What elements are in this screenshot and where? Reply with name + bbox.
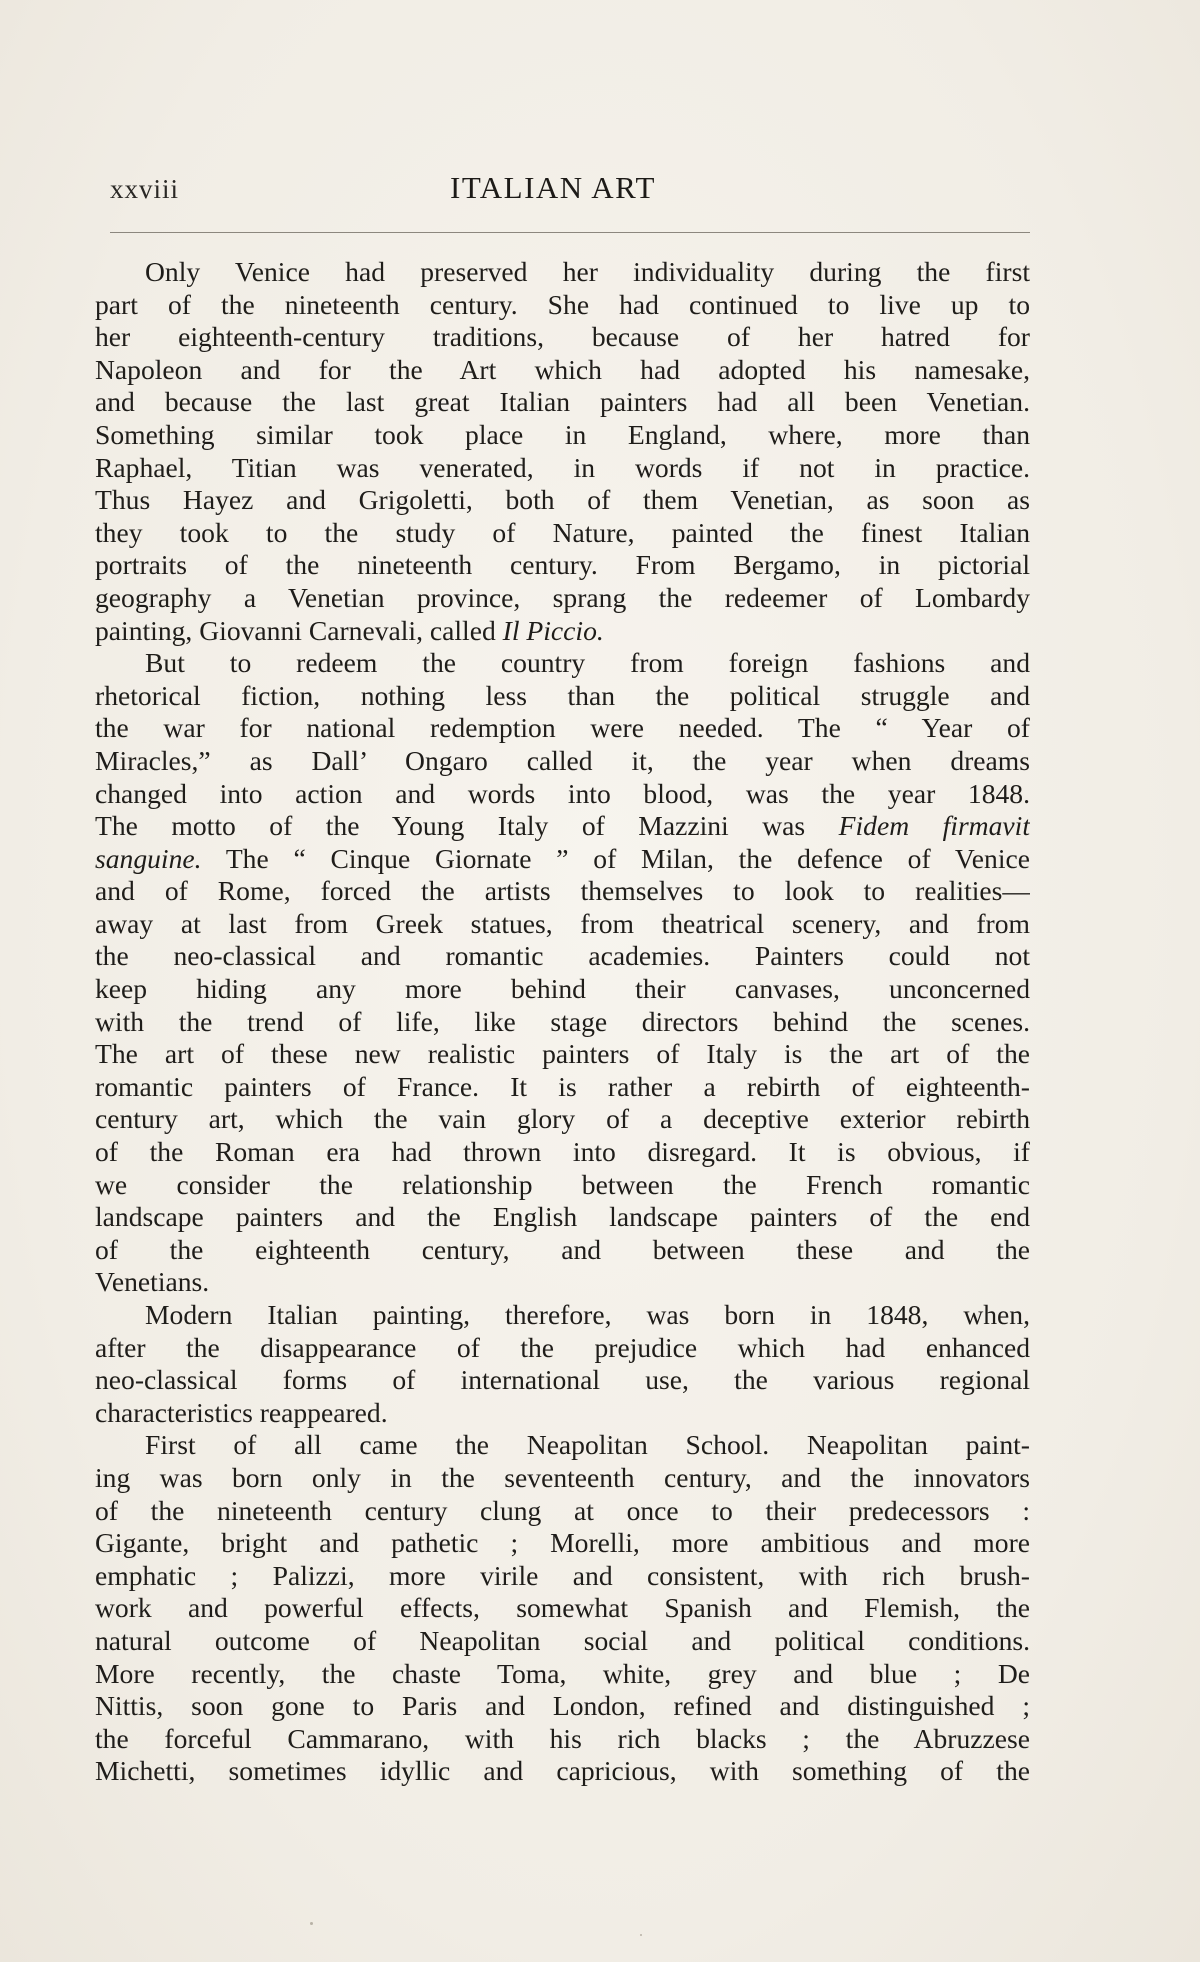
text-line [95,1625,1030,1658]
line-text: away at last from Greek statues, from theatrical scenery, and from [95,907,1030,939]
text-line [95,386,1030,419]
text-line [95,680,1030,713]
text-line [95,778,1030,811]
text-line [95,419,1030,452]
line-text: painting, Giovanni Carnevali, called [95,614,503,646]
text-line [95,1755,1030,1788]
line-text: But to redeem the country from foreign fashions and [145,647,1030,679]
text-line [95,1332,1030,1365]
line-text: her eighteenth-century traditions, because of her hatred for [95,321,1030,353]
italic-text: sanguine. [95,842,202,874]
line-text: Thus Hayez and Grigoletti, both of them Venetian, as soon as [95,484,1030,516]
text-line [95,615,1030,648]
line-text: of the Roman era had thrown into disregard. It is obvious, if [95,1136,1030,1168]
header-rule [110,232,1030,233]
text-line [95,1038,1030,1071]
text-line [95,354,1030,387]
line-text: the forceful Cammarano, with his rich blacks ; the Abruzzese [95,1722,1030,1754]
text-line [95,1201,1030,1234]
text-line [95,289,1030,322]
page-number: xxviii [110,174,180,204]
text-line [95,875,1030,908]
text-line [95,1006,1030,1039]
line-text: ing was born only in the seventeenth century, and the innovators [95,1461,1030,1493]
text-line [95,1560,1030,1593]
line-text: changed into action and words into blood, was the year 1848. [95,777,1030,809]
text-line [95,973,1030,1006]
text-line [95,1658,1030,1691]
text-line [95,1169,1030,1202]
text-line [95,1299,1030,1332]
text-line [95,321,1030,354]
text-line [95,810,1030,843]
line-text: Modern Italian painting, therefore, was born in 1848, when, [145,1299,1030,1330]
line-text: romantic painters of France. It is rather a rebirth of eighteenth- [95,1070,1030,1102]
text-line [95,256,1030,289]
line-text: Raphael, Titian was venerated, in words if not in practice. [95,451,1030,483]
line-text: First of all came the Neapolitan School. Neapolitan paint- [145,1429,1030,1461]
line-text: characteristics reappeared. [95,1396,388,1428]
line-text: Venetians. [95,1266,210,1298]
line-text: and of Rome, forced the artists themselves to look to realities— [95,875,1030,907]
line-text: part of the nineteenth century. She had continued to live up to [95,288,1030,320]
line-text: natural outcome of Neapolitan social and political conditions. [95,1624,1030,1656]
line-text: Only Venice had preserved her individuality during the first [145,256,1030,287]
text-line [95,1136,1030,1169]
text-line [95,1429,1030,1462]
line-text: we consider the relationship between the French romantic [95,1168,1030,1200]
line-text: the war for national redemption were needed. The “ Year of [95,712,1030,744]
line-text: More recently, the chaste Toma, white, grey and blue ; De [95,1657,1030,1689]
line-text: landscape painters and the English landscape painters of the end [95,1201,1030,1233]
line-text: of the nineteenth century clung at once to their predecessors : [95,1494,1030,1526]
text-line [95,1266,1030,1299]
line-text: Nittis, soon gone to Paris and London, refined and distinguished ; [95,1690,1030,1722]
text-line [95,484,1030,517]
italic-text: Il Piccio. [502,614,604,646]
line-text: The motto of the Young Italy of Mazzini was [95,810,839,842]
line-text: emphatic ; Palizzi, more virile and consistent, with rich brush- [95,1559,1030,1591]
paper-speck [310,1922,313,1925]
line-text: neo-classical forms of international use, the various regional [95,1364,1030,1396]
text-line [95,1397,1030,1430]
line-text: rhetorical fiction, nothing less than the political struggle and [95,679,1030,711]
text-line [95,452,1030,485]
line-text: portraits of the nineteenth century. From Bergamo, in pictorial [95,549,1030,581]
italic-text: Fidem firmavit [838,810,1030,842]
line-text: with the trend of life, like stage directors behind the scenes. [95,1005,1030,1037]
text-line [95,1592,1030,1625]
line-text: they took to the study of Nature, painted the finest Italian [95,516,1030,548]
text-line [95,843,1030,876]
line-text: Miracles,” as Dall’ Ongaro called it, the year when dreams [95,744,1030,776]
line-text: geography a Venetian province, sprang the redeemer of Lombardy [95,581,1030,613]
line-text: century art, which the vain glory of a deceptive exterior rebirth [95,1103,1030,1135]
line-text: Michetti, sometimes idyllic and capricious, with something of the [95,1755,1030,1787]
text-line [95,1723,1030,1756]
line-text: Napoleon and for the Art which had adopted his namesake, [95,353,1030,385]
text-line [95,712,1030,745]
line-text: and because the last great Italian painters had all been Venetian. [95,386,1030,418]
text-line [95,1103,1030,1136]
line-text: Something similar took place in England, where, more than [95,418,1030,450]
line-text: Gigante, bright and pathetic ; Morelli, more ambitious and more [95,1527,1030,1559]
text-line [95,1690,1030,1723]
text-line [95,517,1030,550]
text-line [95,745,1030,778]
text-line [95,1364,1030,1397]
paper-speck [640,1934,642,1936]
text-line [95,647,1030,680]
text-line [95,908,1030,941]
line-text: work and powerful effects, somewhat Spanish and Flemish, the [95,1592,1030,1624]
line-text: after the disappearance of the prejudice which had enhanced [95,1331,1030,1363]
line-text: of the eighteenth century, and between these and the [95,1233,1030,1265]
line-text: keep hiding any more behind their canvases, unconcerned [95,973,1030,1005]
text-line [95,582,1030,615]
text-line [95,549,1030,582]
text-line [95,1462,1030,1495]
line-text: The art of these new realistic painters of Italy is the art of the [95,1038,1030,1070]
line-text: The “ Cinque Giornate ” of Milan, the defence of Venice [201,842,1030,874]
text-line [95,940,1030,973]
line-text: the neo-classical and romantic academies. Painters could not [95,940,1030,972]
text-line [95,1527,1030,1560]
body-text [95,256,1030,1788]
text-line [95,1234,1030,1267]
text-line [95,1495,1030,1528]
running-title: ITALIAN ART [450,170,656,205]
text-line [95,1071,1030,1104]
running-head [110,170,1030,210]
